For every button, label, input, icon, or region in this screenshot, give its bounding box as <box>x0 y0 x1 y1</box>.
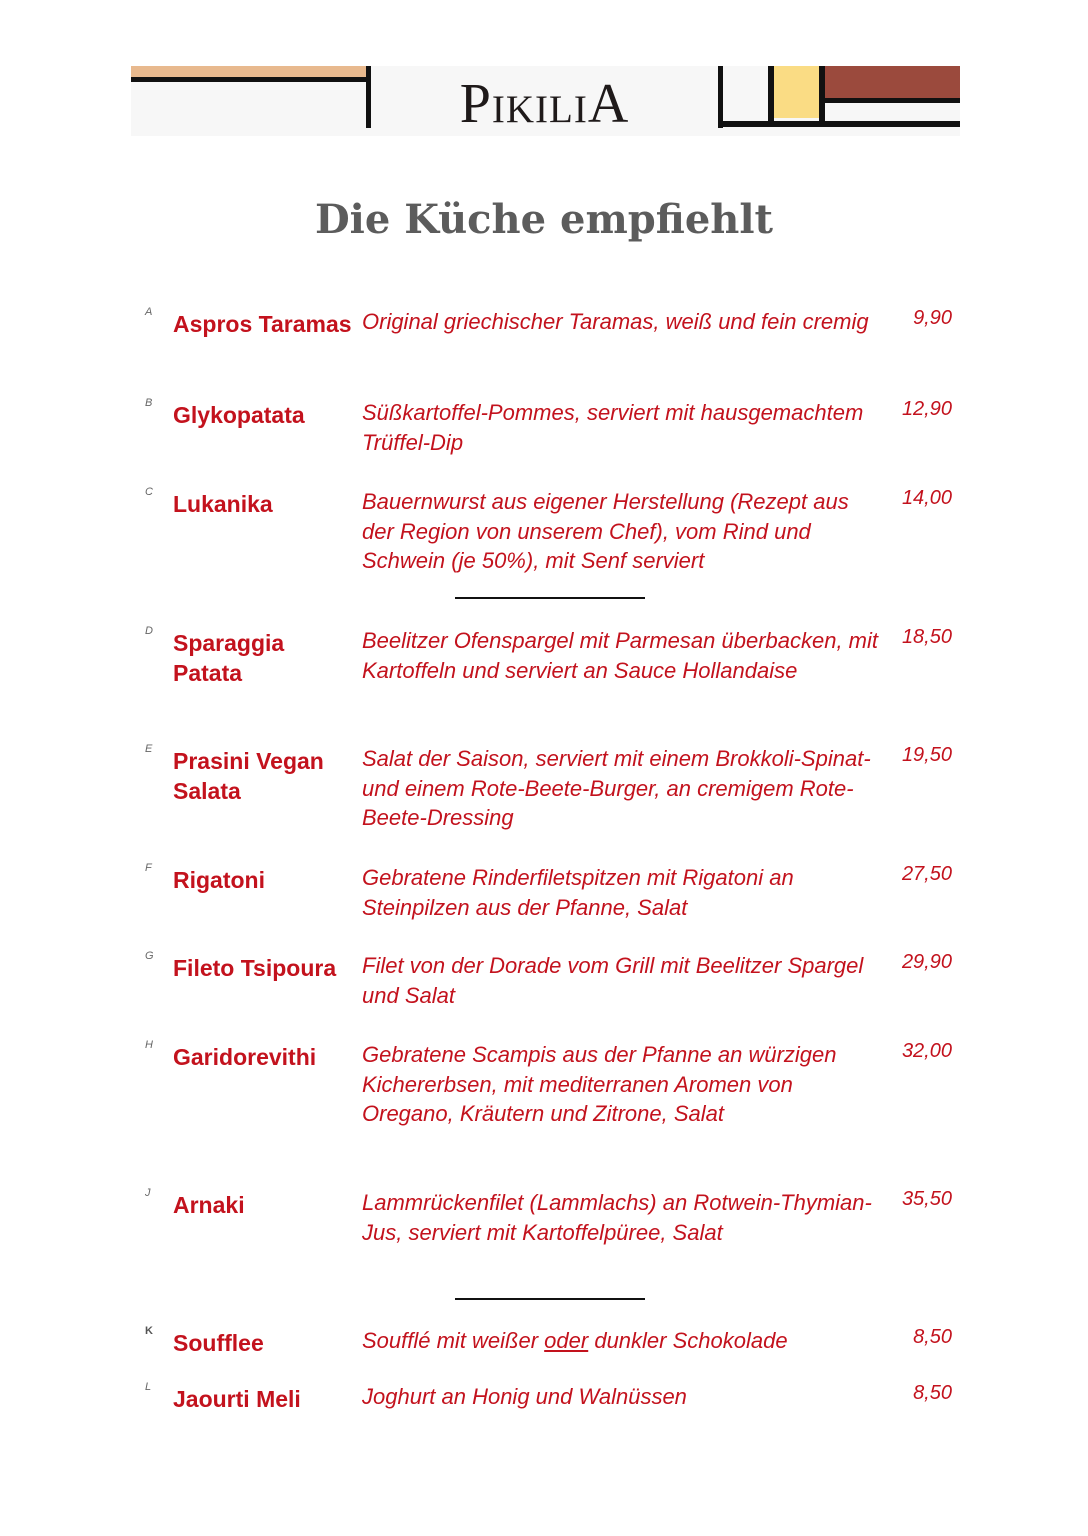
right-bottom-rule <box>718 121 960 127</box>
header-band <box>131 66 960 136</box>
right-rule <box>825 98 960 103</box>
item-letter: E <box>145 743 153 755</box>
item-description: Gebratene Scampis aus der Pfanne an würzigen Kichererbsen, mit mediterranen Aromen von Oregano, Kräutern und Zitrone, Salat <box>362 1042 837 1126</box>
item-letter: B <box>145 397 153 409</box>
item-letter: A <box>145 306 153 318</box>
item-letter: H <box>145 1039 153 1051</box>
item-name: Aspros Taramas <box>173 311 352 337</box>
item-name: Garidorevithi <box>173 1044 317 1070</box>
item-letter: D <box>145 625 153 637</box>
item-description: Filet von der Dorade vom Grill mit Beelitzer Spargel und Salat <box>362 953 864 1008</box>
item-letter: F <box>145 862 152 874</box>
yellow-block <box>774 66 819 118</box>
peach-block <box>131 66 369 77</box>
item-letter: K <box>145 1325 153 1337</box>
left-rule <box>131 77 369 82</box>
right-vertical-rule-2 <box>768 66 774 121</box>
item-letter: J <box>145 1187 151 1199</box>
item-price: 12,90 <box>901 398 952 420</box>
item-name: Jaourti Meli <box>173 1386 301 1412</box>
item-price: 19,50 <box>901 744 952 766</box>
item-name: Fileto Tsipoura <box>173 955 337 981</box>
item-name: Lukanika <box>173 491 273 517</box>
item-description: Salat der Saison, serviert mit einem Brokkoli-Spinat- und einem Rote-Beete-Burger, an cremigem Rote-Beete-Dressing <box>362 746 871 830</box>
section-divider <box>455 1298 645 1300</box>
brand-logo: PikiliA <box>459 73 630 135</box>
item-description: Bauernwurst aus eigener Herstellung (Rezept aus der Region von unserem Chef), vom Rind und Schwein (je 50%), mit Senf serviert <box>362 489 849 573</box>
item-description: Beelitzer Ofenspargel mit Parmesan überbacken, mit Kartoffeln und serviert an Sauce Hollandaise <box>362 628 879 683</box>
right-vertical-rule-1 <box>718 66 723 128</box>
item-description: Original griechischer Taramas, weiß und fein cremig <box>362 309 869 334</box>
item-price: 27,50 <box>901 863 952 885</box>
item-name: Prasini Vegan Salata <box>173 748 324 804</box>
item-letter: L <box>145 1381 152 1393</box>
item-price: 18,50 <box>901 626 952 648</box>
item-price: 8,50 <box>913 1326 952 1348</box>
item-name: Soufflee <box>173 1330 264 1356</box>
brown-block <box>825 66 960 98</box>
item-description <box>362 1326 882 1356</box>
desc-underlined: oder <box>544 1328 589 1353</box>
item-name: Sparaggia Patata <box>173 630 285 686</box>
item-name: Rigatoni <box>173 867 265 893</box>
item-description: Gebratene Rinderfiletspitzen mit Rigatoni an Steinpilzen aus der Pfanne, Salat <box>362 865 794 920</box>
item-letter: G <box>145 950 154 962</box>
item-price: 8,50 <box>913 1382 952 1404</box>
item-letter: C <box>145 486 153 498</box>
desc-part: Soufflé mit weißer <box>362 1328 545 1353</box>
item-name: Glykopatata <box>173 402 305 428</box>
item-price: 35,50 <box>901 1188 952 1210</box>
item-price: 29,90 <box>901 951 952 973</box>
item-name: Arnaki <box>173 1192 245 1218</box>
item-description: Joghurt an Honig und Walnüssen <box>362 1384 687 1409</box>
page-title: Die Küche empfiehlt <box>314 196 774 243</box>
item-price: 14,00 <box>901 487 952 509</box>
desc-part: dunkler Schokolade <box>588 1328 788 1353</box>
section-divider <box>455 597 645 599</box>
item-price: 32,00 <box>901 1040 952 1062</box>
item-description: Süßkartoffel-Pommes, serviert mit hausgemachtem Trüffel-Dip <box>362 400 864 455</box>
item-price: 9,90 <box>913 307 952 329</box>
item-description: Lammrückenfilet (Lammlachs) an Rotwein-Thymian-Jus, serviert mit Kartoffelpüree, Salat <box>362 1190 872 1245</box>
